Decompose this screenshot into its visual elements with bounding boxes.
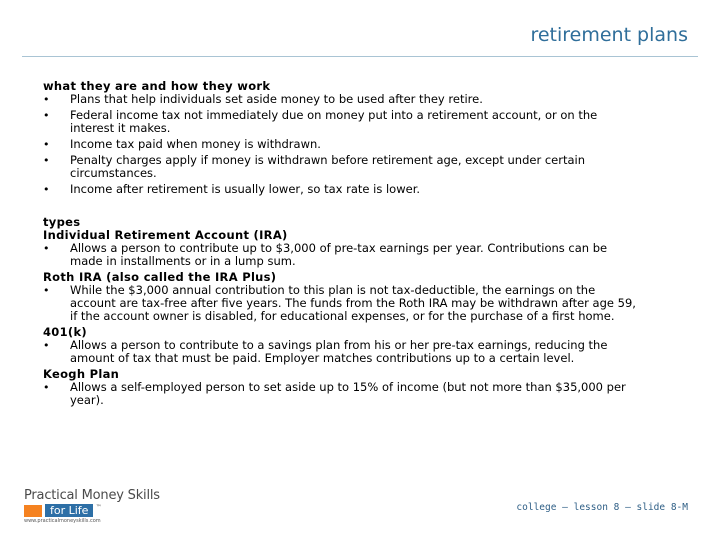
- title-divider: [22, 56, 698, 57]
- bullet-icon: •: [43, 138, 50, 151]
- bullet-text: Allows a person to contribute to a savings plan from his or her pre-tax earnings, reducing the amount of tax that must be paid. Employer matches contributions up to a certain level.: [70, 338, 608, 365]
- bullet-icon: •: [43, 109, 50, 122]
- logo-orange-block: [24, 505, 42, 517]
- intro-bullet-list: [43, 93, 643, 196]
- bullet-text: Federal income tax not immediately due on money put into a retirement account, or on the interest it makes.: [70, 108, 598, 135]
- plan-name-roth-ira: Roth IRA (also called the IRA Plus): [43, 270, 277, 284]
- slide-footer: college – lesson 8 – slide 8-M: [516, 502, 688, 513]
- plan-name-ira: Individual Retirement Account (IRA): [43, 228, 288, 242]
- bullet-text: Income tax paid when money is withdrawn.: [70, 137, 321, 151]
- bullet-text: Income after retirement is usually lower, so tax rate is lower.: [70, 182, 421, 196]
- slide-content: [43, 80, 643, 410]
- list-item: [43, 154, 643, 180]
- logo-url: www.practicalmoneyskills.com: [24, 518, 101, 524]
- list-item: [43, 242, 643, 268]
- list-item: [43, 109, 643, 135]
- bullet-icon: •: [43, 284, 50, 297]
- bullet-icon: •: [43, 183, 50, 196]
- 401k-bullet-list: [43, 339, 643, 365]
- logo-line2: for Life: [45, 504, 93, 517]
- practical-money-skills-logo: [24, 488, 164, 528]
- logo-trademark: ™: [95, 504, 102, 511]
- bullet-icon: •: [43, 154, 50, 167]
- list-item: [43, 381, 643, 407]
- bullet-text: Plans that help individuals set aside money to be used after they retire.: [70, 92, 483, 106]
- keogh-bullet-list: [43, 381, 643, 407]
- types-heading: types: [43, 215, 81, 229]
- list-item: [43, 138, 643, 151]
- logo-line1: Practical Money Skills: [24, 488, 160, 503]
- bullet-icon: •: [43, 242, 50, 255]
- list-item: [43, 93, 643, 106]
- plan-name-401k: 401(k): [43, 325, 87, 339]
- roth-bullet-list: [43, 284, 643, 323]
- list-item: [43, 183, 643, 196]
- list-item: [43, 284, 643, 323]
- list-item: [43, 339, 643, 365]
- intro-heading: what they are and how they work: [43, 79, 271, 93]
- bullet-icon: •: [43, 381, 50, 394]
- bullet-text: Allows a self-employed person to set aside up to 15% of income (but not more than $35,000 per year).: [70, 380, 626, 407]
- slide-title: retirement plans: [530, 24, 688, 46]
- bullet-icon: •: [43, 93, 50, 106]
- plan-name-keogh: Keogh Plan: [43, 367, 120, 381]
- bullet-text: While the $3,000 annual contribution to this plan is not tax-deductible, the earnings on the account are tax-free after five years. The funds from the Roth IRA may be withdrawn after age 59, if the account owner is disabled, for educational expenses, or for the purchase of a first home.: [70, 283, 636, 323]
- bullet-icon: •: [43, 339, 50, 352]
- bullet-text: Penalty charges apply if money is withdrawn before retirement age, except under certain circumstances.: [70, 153, 586, 180]
- bullet-text: Allows a person to contribute up to $3,000 of pre-tax earnings per year. Contributions can be made in installments or in a lump sum.: [70, 241, 608, 268]
- ira-bullet-list: [43, 242, 643, 268]
